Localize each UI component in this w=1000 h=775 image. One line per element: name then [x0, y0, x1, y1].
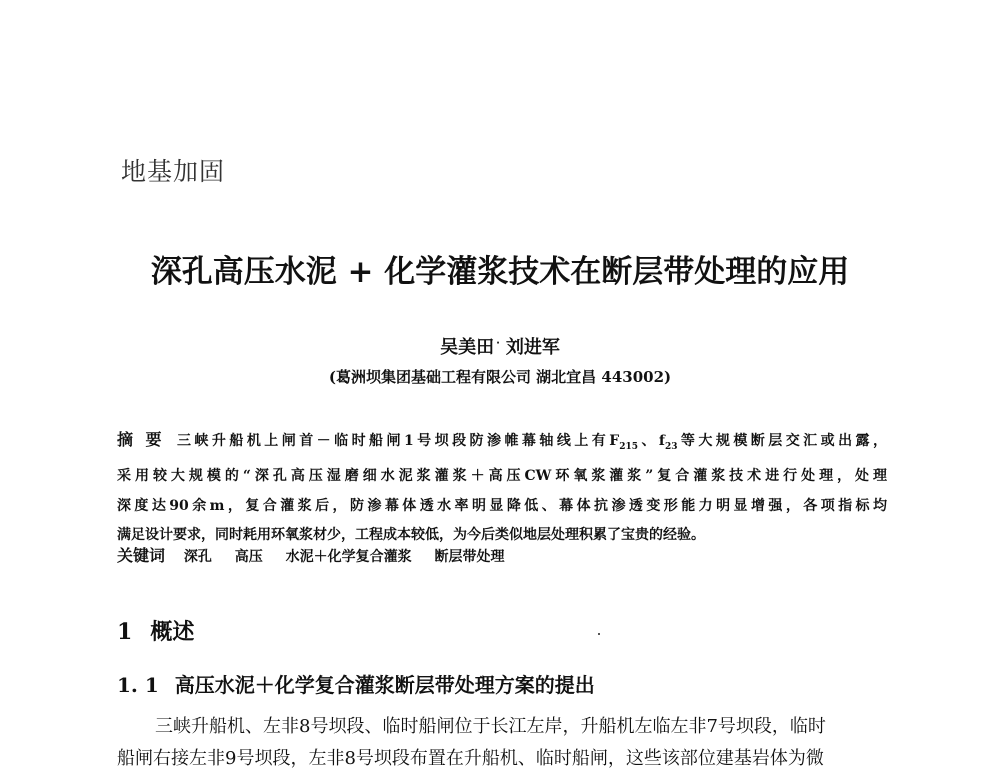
body-line: 三峡升船机、左非8号坝段、临时船闸位于长江左岸，升船机左临左非7号坝段，临时 — [155, 716, 826, 737]
author-name: 刘进军 — [505, 337, 560, 358]
subsection-heading — [117, 669, 595, 698]
keywords — [117, 543, 523, 566]
author-name: 吴美田 — [440, 337, 495, 358]
author-footnote-mark: · — [496, 338, 500, 349]
section-number: 1 — [117, 619, 133, 645]
subsection-title: 高压水泥＋化学复合灌浆断层带处理方案的提出 — [174, 673, 595, 697]
keywords-label: 关键词 — [117, 546, 166, 565]
section-heading — [117, 615, 194, 646]
keyword: 断层带处理 — [434, 549, 505, 565]
abstract — [117, 425, 887, 551]
body-line: 船闸右接左非9号坝段，左非8号坝段布置在升船机、临时船闸，这些该部位建基岩体为微 — [117, 748, 824, 769]
scan-speck — [598, 633, 600, 635]
abstract-line: 采用较大规模的“深孔高压湿磨细水泥浆灌浆＋高压CW环氧浆灌浆”复合灌浆技术进行处理，处理 — [117, 468, 887, 485]
abstract-line: 深度达90余m，复合灌浆后，防渗幕体透水率明显降低、幕体抗渗透变形能力明显增强，各项指标均 — [117, 497, 887, 514]
author-line — [0, 333, 1000, 359]
abstract-line: 摘 要 三峡升船机上闸首－临时船闸1号坝段防渗帷幕轴线上有$F_{215}$、$f_{23}$等大规模断层交汇或出露， — [117, 430, 888, 452]
article-title: 深孔高压水泥 + 化学灌浆技术在断层带处理的应用 — [150, 254, 850, 290]
keyword: 高压 — [234, 549, 263, 565]
abstract-label: 摘 要 — [117, 430, 165, 449]
section-title: 概述 — [150, 620, 195, 645]
subsection-number: 1. 1 — [117, 673, 159, 697]
section-tag: 地基加固 — [121, 157, 226, 186]
keyword: 水泥＋化学复合灌浆 — [285, 549, 412, 565]
keyword: 深孔 — [183, 549, 212, 565]
abstract-line: 满足设计要求，同时耗用环氧浆材少，工程成本较低，为今后类似地层处理积累了宝贵的经验。 — [117, 527, 705, 544]
affiliation: (葛洲坝集团基础工程有限公司 湖北宜昌 443002) — [328, 368, 672, 386]
body-paragraph — [117, 711, 887, 775]
